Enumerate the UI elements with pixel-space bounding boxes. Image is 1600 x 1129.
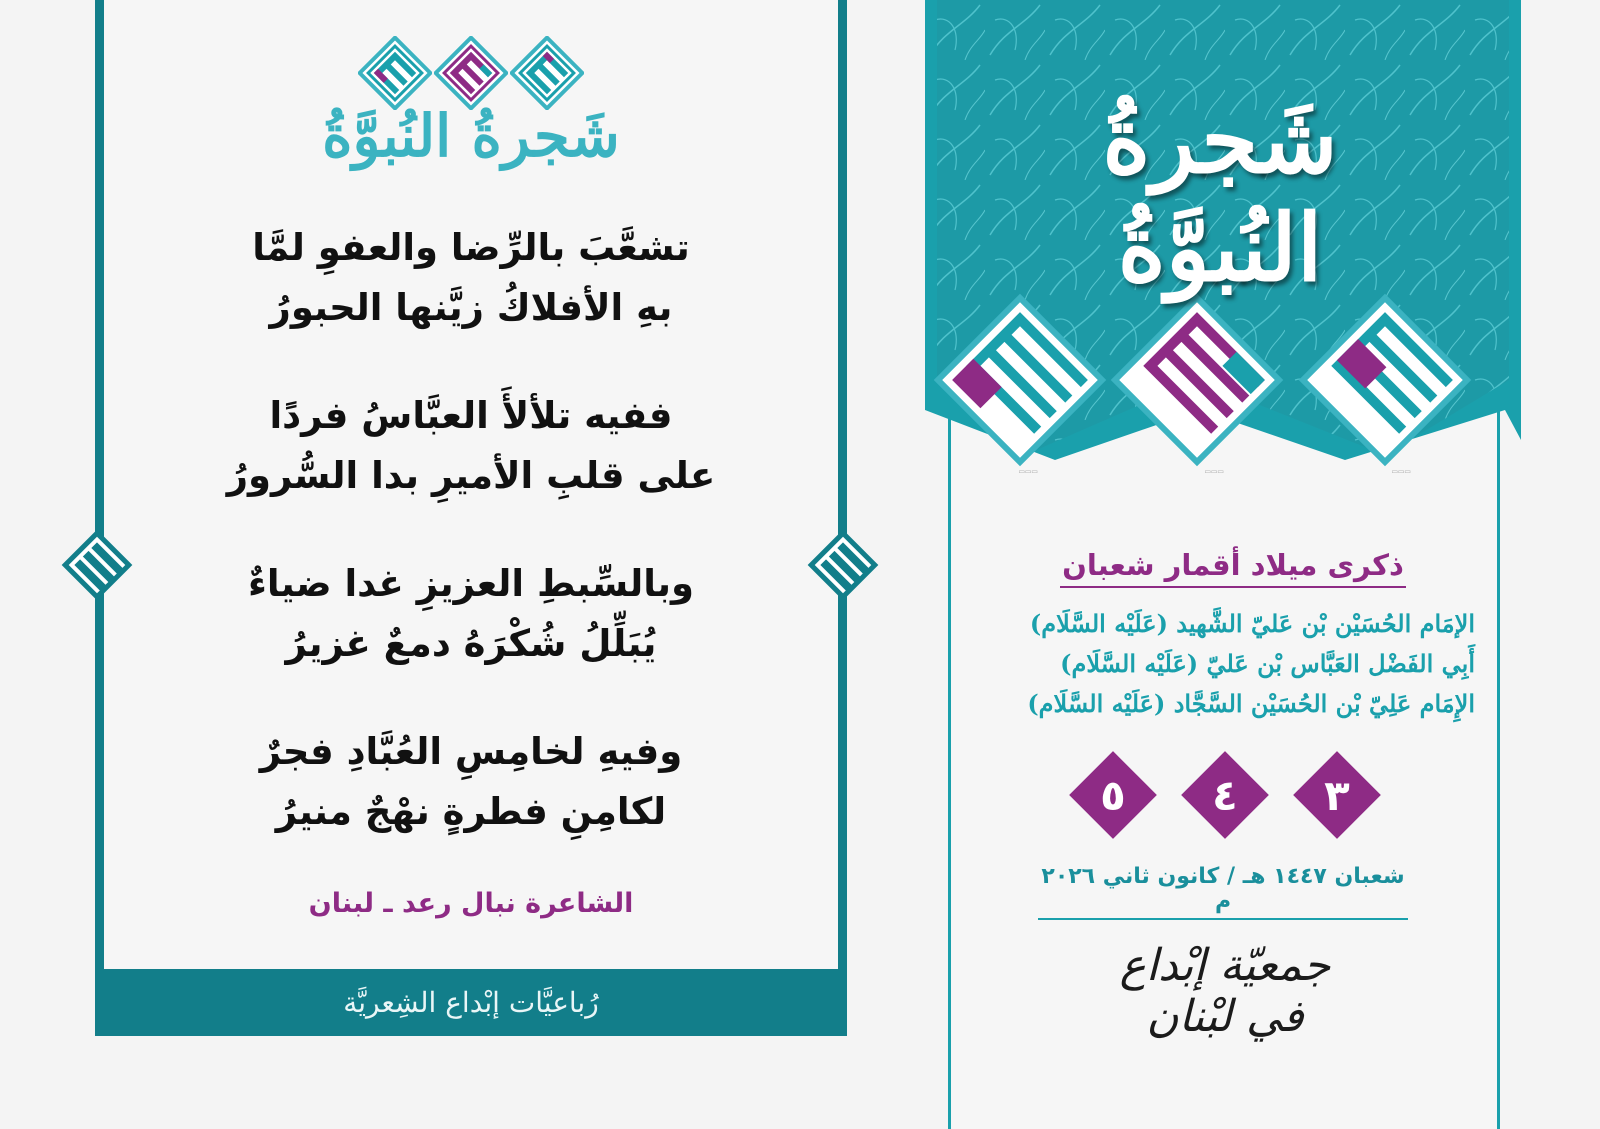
day-badge [1294, 752, 1380, 838]
watermark-mark-icon: ▭▭▭ [1019, 467, 1039, 477]
verse: يُبَلِّلُ شُكْرَهُ دمعٌ غزيرُ [285, 622, 657, 665]
occasion-title: ذكرى ميلاد أقمار شعبان [1060, 548, 1406, 588]
stanza [104, 554, 838, 674]
day-number: ٤ [1212, 770, 1238, 820]
poem-card-footer: رُباعيَّات إبْداع الشِعريَّة [343, 986, 599, 1019]
verse: وبالسِّبطِ العزيزِ غدا ضياءٌ [247, 562, 695, 605]
date-line: شعبان ١٤٤٧ هـ / كانون ثاني ٢٠٢٦ م [1038, 864, 1408, 920]
poem-card-body [104, 0, 838, 969]
kufic-ornament-row [358, 36, 584, 110]
organization-logo: جمعيّة إبْداع في لبْنان [1119, 940, 1331, 1042]
banner-title: شَجرةُ النُبوَّةُ [1102, 86, 1338, 302]
verse: لكامِنِ فطرةٍ نهْجٌ منيرُ [275, 790, 667, 833]
list-item: الإِمَام عَلِيّ بْن الحُسَيْن السَّجَّاد (عَلَيْه السَّلَام) [1027, 689, 1475, 718]
day-badges [1070, 752, 1380, 838]
kufic-tile-icon [510, 36, 584, 110]
stanza [104, 218, 838, 338]
list-item: الإمَام الحُسَيْن بْن عَليّ الشَّهيد (عَلَيْه السَّلَام) [1029, 609, 1475, 638]
occasion-list [970, 604, 1475, 724]
kufic-side-ornament-icon [60, 528, 134, 602]
verse: بهِ الأفلاكُ زيَّنها الحبورُ [269, 286, 673, 329]
kufic-tile-icon [434, 36, 508, 110]
day-number: ٥ [1100, 770, 1126, 820]
poem-title: شَجرةُ النُبوَّةُ [322, 102, 620, 170]
stanza [104, 386, 838, 506]
day-badge [1182, 752, 1268, 838]
day-number: ٣ [1324, 770, 1350, 820]
poem-card [95, 0, 847, 1036]
verse: ففيه تلألأَ العبَّاسُ فردًا [269, 394, 673, 437]
poem [104, 218, 838, 890]
day-badge [1070, 752, 1156, 838]
kufic-side-ornament-icon [806, 528, 880, 602]
stanza [104, 722, 838, 842]
verse: تشعَّبَ بالرِّضا والعفوِ لمَّا [252, 226, 690, 269]
poet-name: الشاعرة نبال رعد ـ لبنان [308, 888, 634, 919]
watermark-mark-icon: ▭▭▭ [1392, 467, 1412, 477]
list-item: أَبِي الفَضْل العَبَّاس بْن عَليّ (عَلَيْه السَّلَام) [1060, 649, 1475, 678]
kufic-tile-icon [358, 36, 432, 110]
verse: وفيهِ لخامِسِ العُبَّادِ فجرٌ [259, 730, 683, 773]
verse: على قلبِ الأميرِ بدا السُّرورُ [226, 454, 716, 497]
watermark-mark-icon: ▭▭▭ [1205, 467, 1225, 477]
